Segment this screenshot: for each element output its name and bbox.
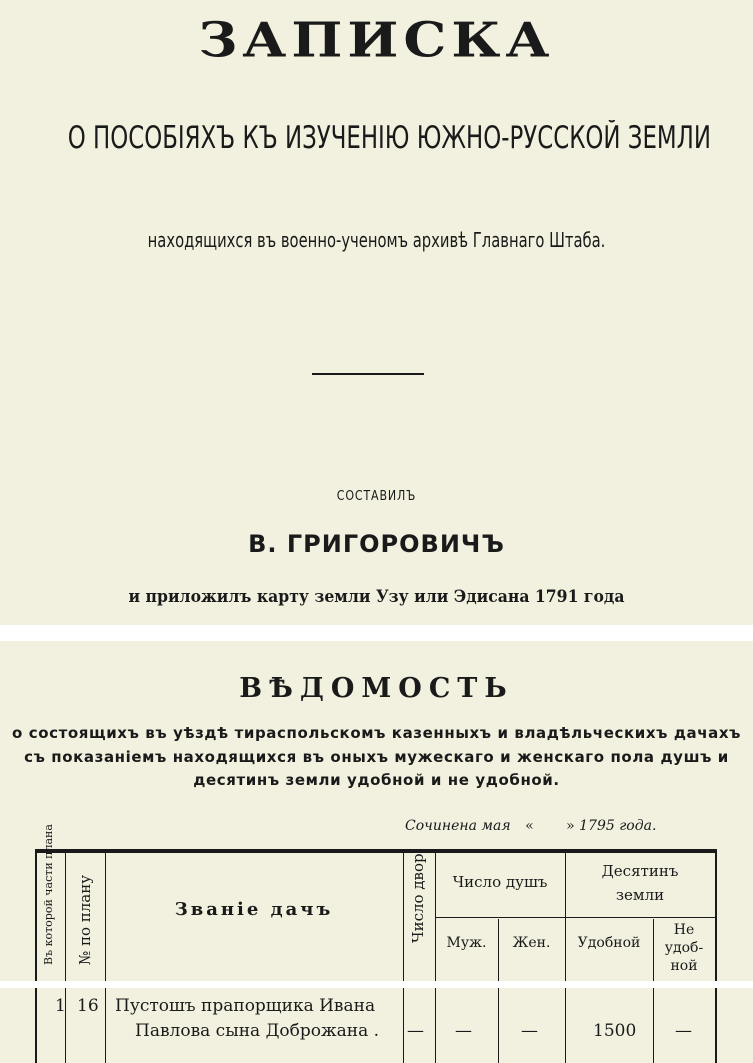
header-plan-number: № по плану xyxy=(76,874,94,965)
title-divider xyxy=(312,373,424,375)
column-divider xyxy=(403,853,404,981)
header-usable: Удобной xyxy=(577,935,641,951)
column-divider xyxy=(498,988,499,1063)
table-border-right xyxy=(715,988,717,1063)
cell-usable: 1500 xyxy=(593,1021,637,1041)
cell-part: 1 xyxy=(55,996,66,1016)
author-name: В. ГРИГОРОВИЧЪ xyxy=(248,530,505,558)
table-row-panel xyxy=(0,988,753,1063)
document-subtitle: О ПОСОБІЯХЪ КЪ ИЗУЧЕНІЮ ЮЖНО-РУССКОЙ ЗЕМЛИ xyxy=(67,120,711,156)
attachment-note: и приложилъ карту земли Узу или Эдисана 1791 года xyxy=(128,587,625,607)
column-divider xyxy=(565,988,566,1063)
header-unusable-line-1: Не xyxy=(673,922,695,938)
document-subtitle-2: находящихся въ военно-ученомъ архивѣ Главнаго Штаба. xyxy=(147,228,606,252)
column-divider xyxy=(435,988,436,1063)
header-male: Муж. xyxy=(446,935,487,951)
vedomost-description-line-3: десятинъ земли удобной и не удобной. xyxy=(193,771,560,789)
souls-subheader-line xyxy=(435,917,565,918)
cell-unusable: — xyxy=(675,1021,692,1041)
vedomost-panel xyxy=(0,641,753,981)
cell-name-line-1: Пустошъ прапорщика Ивана xyxy=(115,996,376,1016)
header-part-of-plan: Въ которой части плана xyxy=(42,824,55,965)
header-land: Десятинъ земли xyxy=(601,862,679,904)
column-divider xyxy=(105,988,106,1063)
cell-number: 16 xyxy=(77,996,99,1016)
table-border-left xyxy=(35,853,37,981)
header-estate-name: Званіе дачъ xyxy=(174,899,334,920)
land-subheader-line xyxy=(565,917,715,918)
table-row xyxy=(35,988,717,1063)
header-souls: Число душъ xyxy=(452,873,548,891)
header-female: Жен. xyxy=(512,935,551,951)
compiled-label: СОСТАВИЛЪ xyxy=(336,489,417,504)
column-divider xyxy=(65,853,66,981)
cell-female: — xyxy=(521,1021,538,1041)
header-unusable xyxy=(653,921,715,975)
date-mark-open: « xyxy=(525,818,534,834)
header-unusable-line-2: удоб- xyxy=(664,940,704,956)
vedomost-description-line-1: о состоящихъ въ уѣздѣ тираспольскомъ казенныхъ и владѣльческихъ дачахъ xyxy=(11,724,742,742)
cell-households: — xyxy=(407,1021,424,1041)
header-households: Число двор. xyxy=(409,848,427,943)
date-mark-close: » xyxy=(566,818,575,834)
column-divider xyxy=(653,988,654,1063)
date-year: 1795 года. xyxy=(579,818,657,834)
table-border-right xyxy=(715,853,717,981)
vedomost-description-line-2: съ показаніемъ находящихся въ оныхъ мужескаго и женскаго пола душъ и xyxy=(24,748,729,766)
cell-male: — xyxy=(455,1021,472,1041)
compiled-date xyxy=(405,818,656,834)
document-title: ЗАПИСКА xyxy=(198,11,555,69)
header-unusable-line-3: ной xyxy=(670,958,698,974)
date-prefix: Сочинена мая xyxy=(405,818,511,834)
cell-name-line-2: Павлова сына Доброжана . xyxy=(135,1021,380,1041)
column-divider xyxy=(403,988,404,1063)
vedomost-heading: ВѢДОМОСТЬ xyxy=(239,673,514,704)
table-border-left xyxy=(35,988,37,1063)
